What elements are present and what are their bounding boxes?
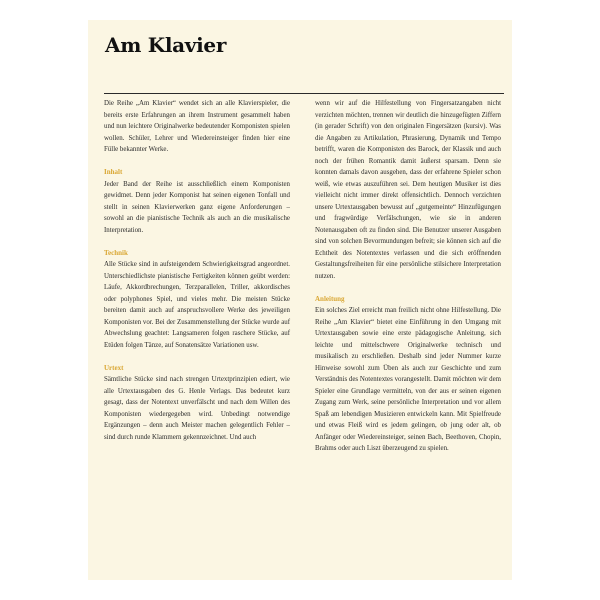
section-spacer [104, 156, 290, 168]
section-text-urtext: Sämtliche Stücke sind nach strengen Urtextprinzipien ediert, wie alle Urtextausgaben des G. Henle Verlags. Das bedeutet kurz gesagt, dass der Notentext unverfälscht und nach dem Willen des Komponisten wiedergegeben wird. Unbedingt notwendige Ergänzungen – denn auch Meister machen gelegentlich Fehler – sind durch runde Klammern gekennzeichnet. Und auch [104, 376, 290, 441]
page-title: Am Klavier [105, 33, 227, 57]
section-text-inhalt: Jeder Band der Reihe ist ausschließlich einem Komponisten gewidmet. Denn jeder Komponist hat seinen eigenen Tonfall und stellt in seinen Klavierwerken ganz eigene Anforderungen – sowohl an die pianistische Technik als auch an die musikalische Interpretation. [104, 180, 290, 234]
section-spacer [104, 236, 290, 248]
title-rule [104, 93, 504, 94]
section-heading-urtext: Urtext [104, 363, 124, 372]
intro-paragraph: Die Reihe „Am Klavier“ wendet sich an alle Klavierspieler, die bereits erste Erfahrungen an ihrem Instrument gesammelt haben und nun leichtere Originalwerke bedeutender Komponisten spielen wollen. Schüler, Lehrer und Wiedereinsteiger finden hier eine Fülle bekannter Werke. [104, 100, 290, 153]
continued-paragraph: wenn wir auf die Hilfestellung von Fingersatzangaben nicht verzichten möchten, trennen wir deutlich die hinzugefügten Ziffern (in gerader Schrift) von den originalen Fingersätzen (kursiv). Was die Angaben zu Artikulation, Phrasierung, Dynamik und Tempo betrifft, waren die Komponisten des Barock, der Klassik und auch noch der frühen Romantik damit äußerst sparsam. Denn sie konnten damals davon ausgehen, dass der erfahrene Spieler schon weiß, wie etwas auszuführen sei. Dem heutigen Musiker ist dies vielleicht nicht immer direkt offensichtlich. Dennoch verzichten unsere Urtextausgaben bewusst auf „gutgemeinte“ Hinzufügungen und fragwürdige Verfälschungen, wie sie in anderen Notenausgaben oft zu finden sind. Die Benutzer unserer Ausgaben sind von solchen Bevormundungen befreit; sie können sich auf die Echtheit des Notentextes verlassen und die sich eröffnenden Gestaltungsfreiheiten für eine persönliche stilsichere Interpretation nutzen. [315, 100, 501, 280]
document-page [88, 20, 512, 580]
section-heading-inhalt: Inhalt [104, 168, 123, 176]
section-text-technik: Alle Stücke sind in aufsteigendem Schwierigkeitsgrad angeordnet. Unterschiedlichste pianistische Fertigkeiten können geübt werden: Läufe, Akkordbrechungen, Terzparallelen, Triller, akkordisches oder polyphones Spiel, und vieles mehr. Die meisten Stücke bereiten damit auch auf anspruchsvollere Werke des jeweiligen Komponisten vor. Bei der Zusammenstellung der Stücke wurde auf Abwechslung geachtet: Langsameren folgen raschere Stücke, auf Etüden folgen Tänze, auf Sonatensätze Variationen usw. [104, 261, 290, 349]
left-column [104, 98, 290, 443]
section-spacer [315, 282, 501, 294]
section-spacer [104, 351, 290, 363]
section-heading-technik: Technik [104, 248, 128, 257]
right-column [315, 98, 501, 455]
section-text-anleitung: Ein solches Ziel erreicht man freilich nicht ohne Hilfestellung. Die Reihe „Am Klavier“ bietet eine Einführung in den Umgang mit Urtextausgaben sowie eine erste pädagogische Anleitung, sich leichte und mittelschwere Originalwerke technisch und musikalisch zu erschließen. Deshalb sind jeder Nummer kurze Hinweise sowohl zum Üben als auch zur Geschichte und zum Verständnis des Notentextes vorangestellt. Damit möchten wir dem Spieler eine Grundlage vermitteln, von der aus er seinen eigenen Zugang zum Werk, seine persönliche Interpretation und vor allem Spaß am lebendigen Musizieren entwickeln kann. Mit Spielfreude und etwas Fleiß wird es jedem gelingen, ob jung oder alt, ob Anfänger oder Wiedereinsteiger, seinen Bach, Beethoven, Chopin, Brahms oder auch Liszt überzeugend zu spielen. [315, 307, 501, 452]
section-heading-anleitung: Anleitung [315, 294, 345, 303]
